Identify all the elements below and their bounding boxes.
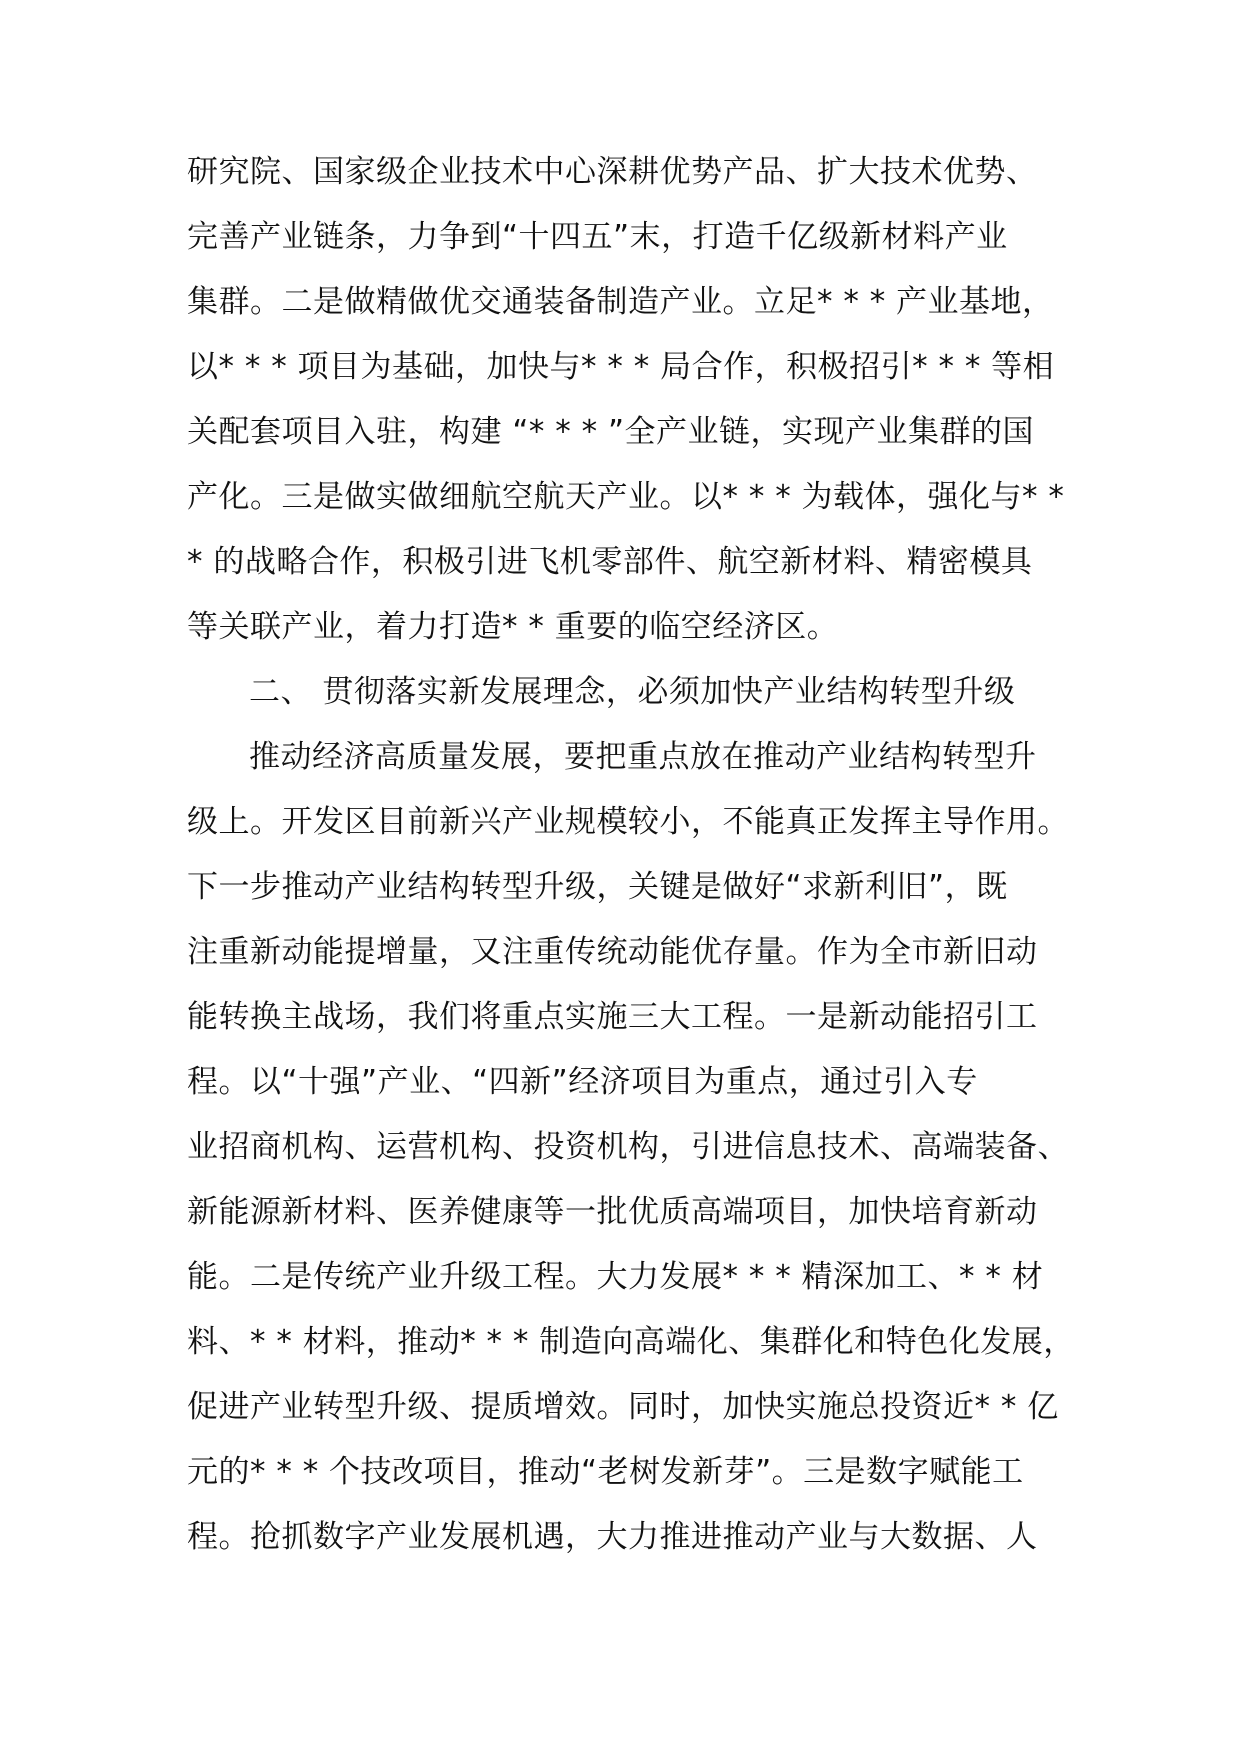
text-line: 新能源新材料、医养健康等一批优质高端项目，加快培育新动 xyxy=(187,1194,1038,1230)
text-line: 元的* * * 个技改项目，推动“老树发新芽”。三是数字赋能工 xyxy=(187,1454,1024,1490)
text-line: 关配套项目入驻，构建 “* * * ”全产业链，实现产业集群的国 xyxy=(187,414,1035,450)
text-line: 下一步推动产业结构转型升级，关键是做好“求新利旧”，既 xyxy=(187,869,1008,905)
text-line: * 的战略合作，积极引进飞机零部件、航空新材料、精密模具 xyxy=(187,544,1033,580)
text-line: 料、* * 材料，推动* * * 制造向高端化、集群化和特色化发展， xyxy=(187,1324,1075,1360)
text-line: 程。以“十强”产业、“四新”经济项目为重点，通过引入专 xyxy=(187,1064,978,1100)
text-line: 能。二是传统产业升级工程。大力发展* * * 精深加工、* * 材 xyxy=(187,1259,1044,1295)
text-line: 注重新动能提增量，又注重传统动能优存量。作为全市新旧动 xyxy=(187,934,1038,970)
text-line: 以* * * 项目为基础，加快与* * * 局合作，积极招引* * * 等相 xyxy=(187,349,1055,385)
text-line: 产化。三是做实做细航空航天产业。以* * * 为载体，强化与* * xyxy=(187,479,1065,515)
text-line: 等关联产业，着力打造* * 重要的临空经济区。 xyxy=(187,609,839,645)
document-body xyxy=(187,140,1087,1570)
text-line: 程。抢抓数字产业发展机遇，大力推进推动产业与大数据、人 xyxy=(187,1519,1038,1555)
text-line: 集群。二是做精做优交通装备制造产业。立足* * * 产业基地， xyxy=(187,284,1054,320)
text-line: 完善产业链条，力争到“十四五”末，打造千亿级新材料产业 xyxy=(187,219,1008,255)
section-heading: 二、 贯彻落实新发展理念，必须加快产业结构转型升级 xyxy=(249,674,1016,710)
text-line: 能转换主战场，我们将重点实施三大工程。一是新动能招引工 xyxy=(187,999,1038,1035)
paragraph-first-line: 推动经济高质量发展，要把重点放在推动产业结构转型升 xyxy=(249,739,1037,775)
text-line: 级上。开发区目前新兴产业规模较小，不能真正发挥主导作用。 xyxy=(187,804,1069,840)
text-line: 促进产业转型升级、提质增效。同时，加快实施总投资近* * 亿 xyxy=(187,1389,1059,1425)
text-line: 研究院、国家级企业技术中心深耕优势产品、扩大技术优势、 xyxy=(187,154,1038,190)
text-line: 业招商机构、运营机构、投资机构，引进信息技术、高端装备、 xyxy=(187,1129,1069,1165)
